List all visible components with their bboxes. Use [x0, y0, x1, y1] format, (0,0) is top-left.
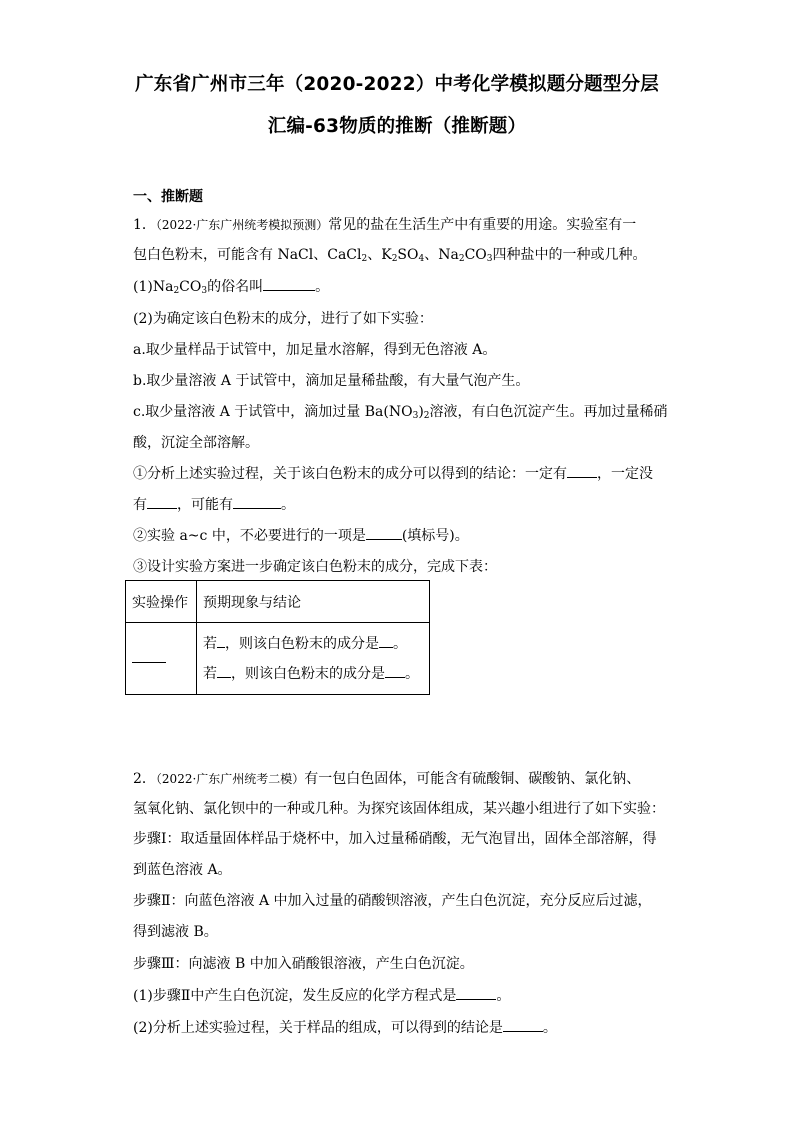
answer-blank[interactable] [567, 465, 597, 478]
q2-step-2-line-1: 步骤Ⅱ：向蓝色溶液 A 中加入过量的硝酸钡溶液，产生白色沉淀，充分反应后过滤， [133, 893, 652, 909]
q1-step-c-line-1: c.取少量溶液 A 于试管中，滴加过量 $Ba(NO_3)_2$溶液，有白色沉淀产生。再加过量稀硝 [133, 404, 668, 421]
q2-number: 2． [133, 771, 156, 787]
q1-step-c-line-2: 酸，沉淀全部溶解。 [133, 435, 259, 451]
q1-number: 1． [133, 217, 156, 233]
table-header-result: 预期现象与结论 [197, 581, 430, 623]
q2-part-1: (1)步骤Ⅱ中产生白色沉淀，发生反应的化学方程式是 。 [133, 988, 511, 1004]
table-header-operation: 实验操作 [126, 581, 197, 623]
answer-blank[interactable] [233, 496, 281, 509]
table-cell-operation [126, 623, 197, 695]
q2-source: （2022·广东广州统考二模） [155, 772, 305, 786]
document-title-line-2: 汇编-63物质的推断（推断题） [267, 116, 527, 137]
q1-text: 常见的盐在生活生产中有重要的用途。实验室有一 [328, 217, 637, 233]
q1-line-2: 包白色粉末，可能含有 NaCl、CaCl$_2$、$K_2SO_4$、$Na_2CO_3$四种盐中的一种或几种。 [133, 247, 647, 264]
q1-sub-2: ②实验 a~c 中，不必要进行的一项是 (填标号)。 [133, 528, 469, 544]
q2-line-2: 氢氧化钠、氯化钡中的一种或几种。为探究该固体组成，某兴趣小组进行了如下实验： [133, 801, 665, 817]
answer-blank[interactable] [503, 1019, 543, 1032]
answer-blank[interactable] [366, 527, 402, 540]
document-title-line-1: 广东省广州市三年（2020-2022）中考化学模拟题分题型分层 [135, 74, 659, 95]
q2-step-1-line-1: 步骤Ⅰ：取适量固体样品于烧杯中，加入过量稀硝酸，无气泡冒出，固体全部溶解，得 [133, 831, 657, 847]
table-header-row [126, 581, 430, 623]
q1-part-2: (2)为确定该白色粉末的成分，进行了如下实验： [133, 311, 433, 327]
q2-text: 有一包白色固体，可能含有硫酸铜、碳酸钠、氯化钠、 [304, 771, 641, 787]
q2-step-1-line-2: 到蓝色溶液 A。 [133, 862, 232, 878]
q2-step-3: 步骤Ⅲ：向滤液 B 中加入硝酸银溶液，产生白色沉淀。 [133, 956, 474, 972]
q1-part-1: $(1)Na_2CO_3$的俗名叫 。 [133, 279, 330, 296]
answer-blank[interactable] [456, 987, 496, 1000]
q2-line-1 [133, 768, 640, 788]
q1-line-1 [133, 214, 636, 234]
q1-sub-1-line-2: 有 ，可能有 。 [133, 497, 295, 513]
q2-part-2: (2)分析上述实验过程，关于样品的组成，可以得到的结论是 。 [133, 1020, 557, 1036]
result-line-1: 若 ，则该白色粉末的成分是 。 [203, 635, 407, 652]
q1-source: （2022·广东广州统考模拟预测） [155, 218, 329, 232]
section-heading: 一、推断题 [133, 189, 203, 205]
answer-blank[interactable] [217, 635, 225, 648]
answer-blank[interactable] [147, 496, 177, 509]
answer-blank[interactable] [379, 635, 393, 648]
q1-step-a: a.取少量样品于试管中，加足量水溶解，得到无色溶液 A。 [133, 342, 497, 358]
answer-blank[interactable] [132, 650, 166, 663]
experiment-table [125, 580, 430, 695]
answer-blank[interactable] [385, 665, 405, 678]
result-line-2: 若 ，则该白色粉末的成分是 。 [203, 665, 419, 682]
q2-step-2-line-2: 得到滤液 B。 [133, 924, 218, 940]
answer-blank[interactable] [263, 278, 315, 291]
q1-sub-3: ③设计实验方案进一步确定该白色粉末的成分，完成下表： [133, 559, 497, 575]
answer-blank[interactable] [217, 665, 231, 678]
table-cell-result [197, 623, 430, 695]
q1-sub-1-line-1: ①分析上述实验过程，关于该白色粉末的成分可以得到的结论：一定有 ，一定没 [133, 466, 653, 482]
q1-step-b: b.取少量溶液 A 于试管中，滴加足量稀盐酸，有大量气泡产生。 [133, 373, 530, 389]
table-row [126, 623, 430, 695]
